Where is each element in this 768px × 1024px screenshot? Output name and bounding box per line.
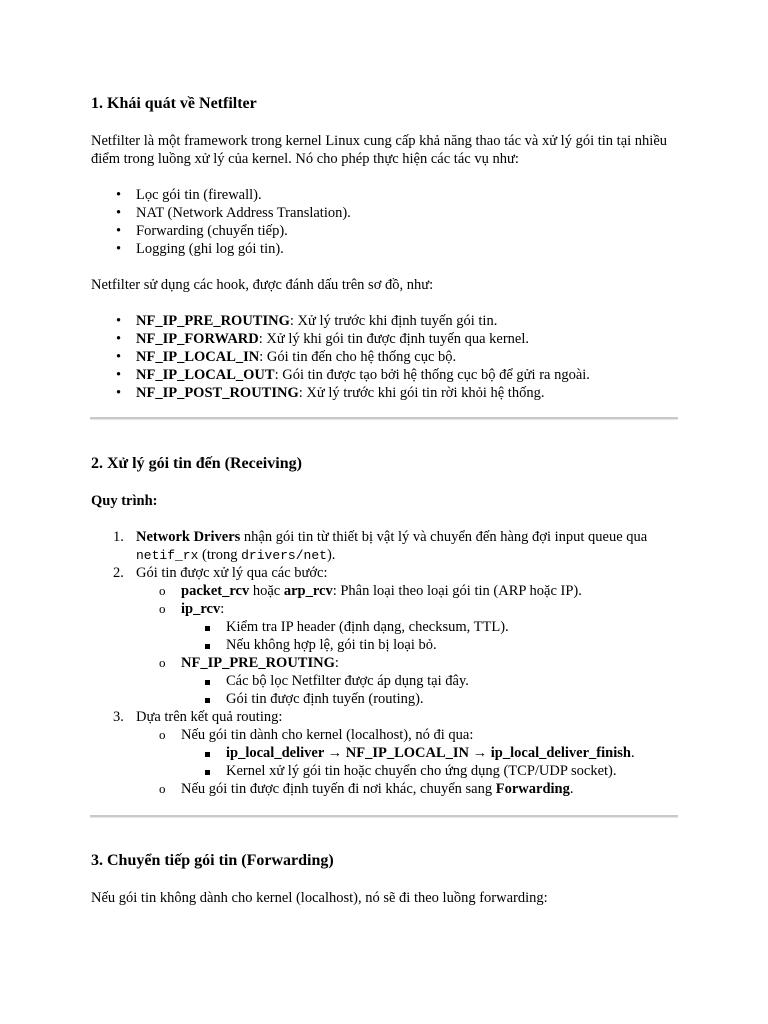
section-heading-overview: 1. Khái quát về Netfilter xyxy=(91,95,257,112)
list-bullet-square xyxy=(205,762,210,780)
list-item-continuation xyxy=(136,546,335,565)
list-item: Gói tin được xử lý qua các bước: xyxy=(136,565,328,581)
step-text: : xyxy=(334,655,339,671)
list-bullet-circle: o xyxy=(159,601,166,616)
list-bullet-square xyxy=(205,690,210,708)
list-item: Kiểm tra IP header (định dạng, checksum, TTL). xyxy=(226,619,509,635)
section-heading-receiving: 2. Xử lý gói tin đến (Receiving) xyxy=(91,455,302,472)
list-bullet-circle: o xyxy=(159,727,166,742)
list-bullet: • xyxy=(116,331,122,347)
forwarding-paragraph: Nếu gói tin không dành cho kernel (localhost), nó sẽ đi theo luồng forwarding: xyxy=(91,890,548,906)
hook-name: NF_IP_LOCAL_OUT xyxy=(136,367,275,383)
step-text: (trong xyxy=(198,547,242,563)
list-item: Gói tin được định tuyến (routing). xyxy=(226,691,424,707)
list-item: Lọc gói tin (firewall). xyxy=(136,187,262,203)
hooks-intro: Netfilter sử dụng các hook, được đánh dấu trên sơ đồ, như: xyxy=(91,277,434,293)
list-item: Logging (ghi log gói tin). xyxy=(136,241,284,257)
list-number: 2. xyxy=(113,565,124,581)
step-text: : xyxy=(220,601,225,617)
hook-desc: : Xử lý trước khi định tuyến gói tin. xyxy=(289,313,498,329)
horizontal-rule xyxy=(90,417,678,420)
list-bullet: • xyxy=(116,385,122,401)
hook-desc: : Gói tin đến cho hệ thống cục bộ. xyxy=(259,349,457,365)
fn-name: ip_local_deliver xyxy=(226,745,325,761)
list-bullet: • xyxy=(116,205,122,221)
list-item xyxy=(136,330,529,348)
fn-name: packet_rcv xyxy=(181,583,250,599)
list-item xyxy=(136,348,456,366)
list-bullet-circle: o xyxy=(159,655,166,670)
list-bullet-circle: o xyxy=(159,781,166,796)
list-number: 3. xyxy=(113,709,124,725)
hook-name: NF_IP_POST_ROUTING xyxy=(136,385,299,401)
list-item: Forwarding (chuyển tiếp). xyxy=(136,223,288,239)
network-drivers-label: Network Drivers xyxy=(136,529,241,545)
list-number: 1. xyxy=(113,529,124,545)
hook-name: NF_IP_LOCAL_IN xyxy=(345,745,470,761)
step-text: . xyxy=(630,745,635,761)
list-item xyxy=(181,600,224,618)
process-subheading: Quy trình: xyxy=(91,493,158,509)
list-bullet-square xyxy=(205,618,210,636)
list-bullet: • xyxy=(116,241,122,257)
list-bullet-circle: o xyxy=(159,583,166,598)
hook-name: NF_IP_PRE_ROUTING xyxy=(136,313,290,329)
hook-name: NF_IP_LOCAL_IN xyxy=(136,349,260,365)
hook-desc: : Xử lý trước khi gói tin rời khỏi hệ thống. xyxy=(298,385,545,401)
list-item: Nếu gói tin dành cho kernel (localhost), nó đi qua: xyxy=(181,727,474,743)
list-bullet-square xyxy=(205,636,210,654)
hook-name: NF_IP_FORWARD xyxy=(136,331,259,347)
list-bullet: • xyxy=(116,223,122,239)
horizontal-rule xyxy=(90,815,678,818)
arrow-icon: → xyxy=(469,745,491,761)
list-bullet: • xyxy=(116,187,122,203)
list-item: Các bộ lọc Netfilter được áp dụng tại đây. xyxy=(226,673,469,689)
list-item xyxy=(181,780,573,798)
fn-name: arp_rcv xyxy=(283,583,333,599)
fn-name: ip_rcv xyxy=(181,601,221,617)
list-bullet-square xyxy=(205,672,210,690)
step-text: hoặc xyxy=(249,583,284,599)
overview-paragraph: Netfilter là một framework trong kernel Linux cung cấp khả năng thao tác và xử lý gói tin tại nhiều điểm trong luồng xử lý của kernel. Nó cho phép thực hiện các tác vụ như: xyxy=(91,133,667,167)
list-item xyxy=(136,312,497,330)
list-item xyxy=(226,744,635,762)
list-bullet: • xyxy=(116,313,122,329)
list-bullet-square xyxy=(205,744,210,762)
list-bullet: • xyxy=(116,349,122,365)
list-item: Kernel xử lý gói tin hoặc chuyển cho ứng dụng (TCP/UDP socket). xyxy=(226,763,617,779)
forwarding-label: Forwarding xyxy=(495,781,570,797)
hook-name: NF_IP_PRE_ROUTING xyxy=(181,655,335,671)
step-text: ). xyxy=(326,547,336,563)
list-item: Dựa trên kết quả routing: xyxy=(136,709,283,725)
hook-desc: : Gói tin được tạo bởi hệ thống cục bộ để gửi ra ngoài. xyxy=(274,367,590,383)
list-item xyxy=(136,528,647,546)
list-item: Nếu không hợp lệ, gói tin bị loại bỏ. xyxy=(226,637,437,653)
list-item xyxy=(136,384,544,402)
code-netif-rx: netif_rx xyxy=(136,548,199,563)
step-text: : Phân loại theo loại gói tin (ARP hoặc IP). xyxy=(332,583,582,599)
fn-name: ip_local_deliver_finish xyxy=(490,745,631,761)
list-item xyxy=(181,654,339,672)
step-text: Nếu gói tin được định tuyến đi nơi khác, chuyển sang xyxy=(181,781,496,797)
list-bullet: • xyxy=(116,367,122,383)
code-drivers-net: drivers/net xyxy=(241,548,327,563)
hook-desc: : Xử lý khi gói tin được định tuyến qua kernel. xyxy=(258,331,529,347)
step-text: . xyxy=(569,781,574,797)
list-item xyxy=(136,366,590,384)
section-heading-forwarding: 3. Chuyển tiếp gói tin (Forwarding) xyxy=(91,852,334,869)
step-text: nhận gói tin từ thiết bị vật lý và chuyển đến hàng đợi input queue qua xyxy=(240,529,648,545)
list-item xyxy=(181,582,582,600)
arrow-icon: → xyxy=(324,745,346,761)
list-item: NAT (Network Address Translation). xyxy=(136,205,351,221)
